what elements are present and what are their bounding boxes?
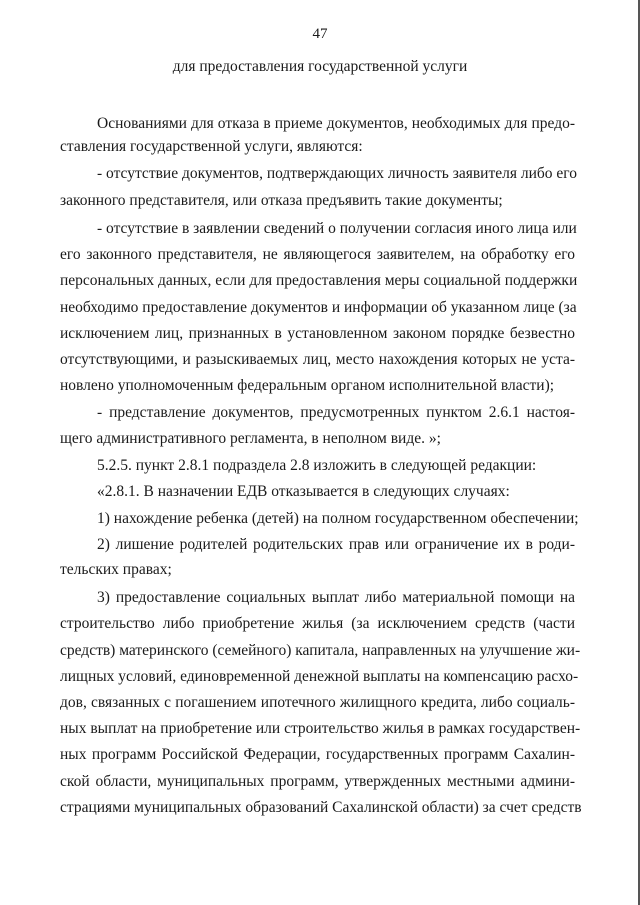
page-number: 47 <box>312 26 328 42</box>
text-line: 2) лишение родителей родительских прав или ограничение их в роди- <box>97 536 575 553</box>
text-line: исключением лиц, признанных в установленном законом порядке безвестно <box>60 325 575 342</box>
text-line: - представление документов, предусмотренных пунктом 2.6.1 настоя- <box>97 404 575 421</box>
text-line: тельских правах; <box>60 561 172 578</box>
text-line: «2.8.1. В назначении ЕДВ отказывается в следующих случаях: <box>97 483 510 500</box>
text-line: законного представителя, или отказа предъявить такие документы; <box>60 192 503 209</box>
text-line: ных выплат на приобретение или строительство жилья в рамках государствен- <box>60 720 581 737</box>
text-line: - отсутствие документов, подтверждающих личность заявителя либо его <box>97 165 577 182</box>
text-line: отсутствующими, и разыскиваемых лиц, место нахождения которых не уста- <box>60 351 575 368</box>
text-line: его законного представителя, не являющегося заявителем, на обработку его <box>60 246 575 263</box>
text-line: ской области, муниципальных программ, утвержденных местными админи- <box>60 773 575 790</box>
text-line: новлено уполномоченным федеральным органом исполнительной власти); <box>60 377 555 394</box>
text-line: 5.2.5. пункт 2.8.1 подраздела 2.8 изложить в следующей редакции: <box>97 457 537 474</box>
heading-continuation: для предоставления государственной услуги <box>172 58 468 75</box>
text-line: страциями муниципальных образований Сахалинской области) за счет средств <box>60 799 582 816</box>
text-line: Основаниями для отказа в приеме документов, необходимых для предо- <box>97 115 575 132</box>
text-line: ных программ Российской Федерации, государственных программ Сахалин- <box>60 746 575 763</box>
text-line: лищных условий, единовременной денежной выплаты на компенсацию расхо- <box>60 668 579 685</box>
text-line: 1) нахождение ребенка (детей) на полном государственном обеспечении; <box>97 510 579 527</box>
text-line: дов, связанных с погашением ипотечного жилищного кредита, либо социаль- <box>60 694 575 711</box>
text-line: щего административного регламента, в неполном виде. »; <box>60 430 441 447</box>
text-line: - отсутствие в заявлении сведений о получении согласия иного лица или <box>97 220 577 237</box>
text-line: необходимо предоставление документов и информации об указанном лице (за <box>60 299 577 316</box>
text-line: персональных данных, если для предоставления меры социальной поддержки <box>60 272 578 289</box>
text-line: 3) предоставление социальных выплат либо материальной помощи на <box>97 589 575 606</box>
text-line: ставления государственной услуги, являются: <box>60 138 363 155</box>
text-line: строительство либо приобретение жилья (за исключением средств (части <box>60 615 575 632</box>
text-line: средств) материнского (семейного) капитала, направленных на улучшение жи- <box>60 642 581 659</box>
